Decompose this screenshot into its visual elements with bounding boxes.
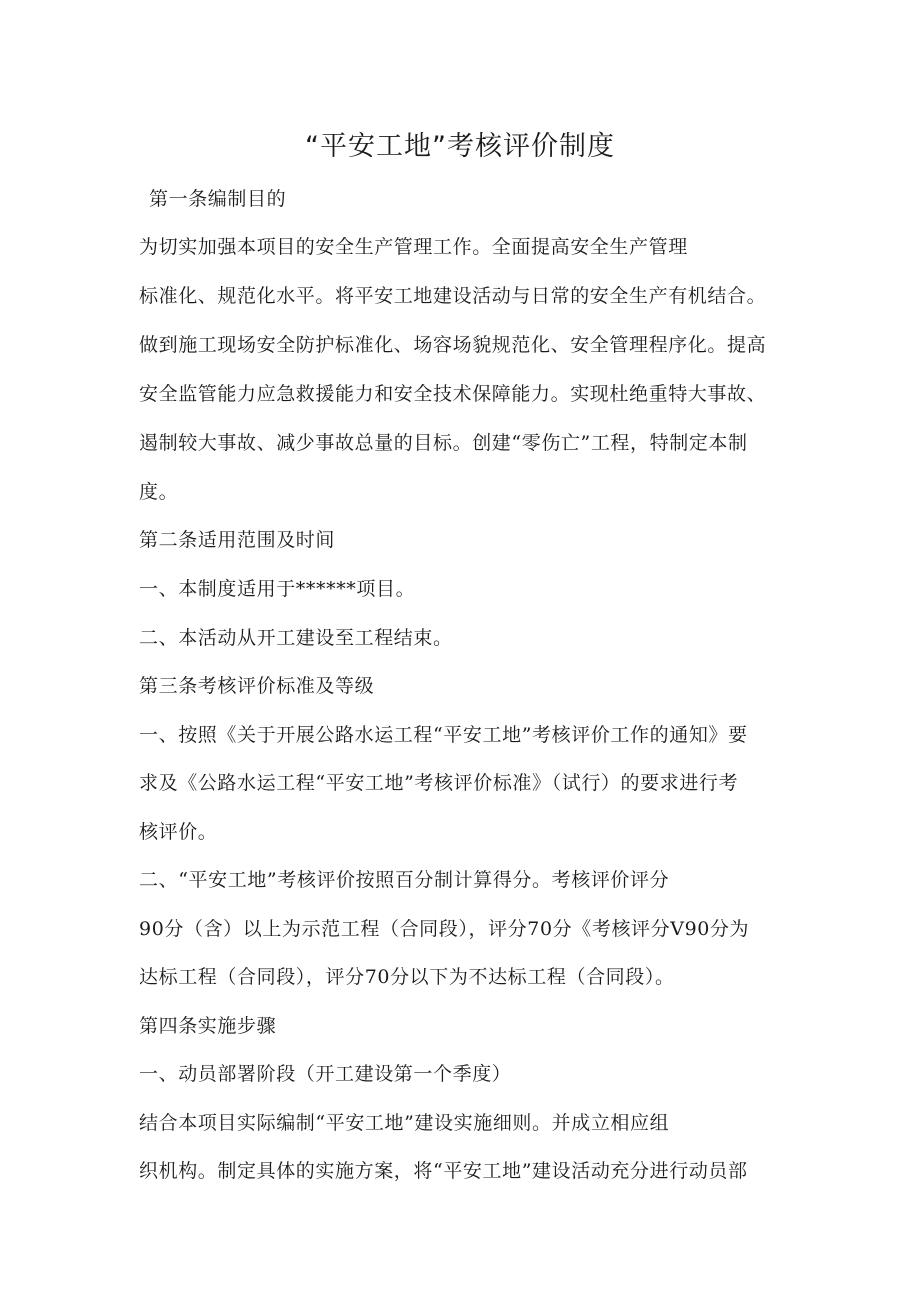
paragraph-line: 二、本活动从开工建设至工程结束。 <box>139 627 453 649</box>
paragraph-line: 标准化、规范化水平。将平安工地建设活动与日常的安全生产有机结合。 <box>139 285 767 307</box>
paragraph-line: 做到施工现场安全防护标准化、场容场貌规范化、安全管理程序化。提高 <box>139 334 767 356</box>
paragraph-line: 安全监管能力应急救援能力和安全技术保障能力。实现杜绝重特大事故、 <box>139 383 767 405</box>
paragraph-line: 核评价。 <box>139 821 218 843</box>
article-4-heading: 第四条实施步骤 <box>139 1015 277 1037</box>
paragraph-line: 求及《公路水运工程“平安工地”考核评价标准》（试行）的要求进行考 <box>139 772 739 794</box>
paragraph-line: 遏制较大事故、减少事故总量的目标。创建“零伤亡”工程，特制定本制 <box>139 432 748 454</box>
paragraph-line: 一、本制度适用于******项目。 <box>139 578 416 600</box>
paragraph-line: 一、按照《关于开展公路水运工程“平安工地”考核评价工作的通知》要 <box>139 724 748 746</box>
paragraph-line: 为切实加强本项目的安全生产管理工作。全面提高安全生产管理 <box>139 236 688 258</box>
paragraph-line: 90分（含）以上为示范工程（合同段），评分70分《考核评分V90分为 <box>139 918 750 940</box>
paragraph-line: 达标工程（合同段），评分70分以下为不达标工程（合同段）。 <box>139 966 675 988</box>
paragraph-line: 度。 <box>139 481 179 503</box>
article-2-heading: 第二条适用范围及时间 <box>139 529 336 551</box>
article-1-heading: 第一条编制目的 <box>149 188 287 210</box>
paragraph-line: 二、“平安工地”考核评价按照百分制计算得分。考核评价评分 <box>139 869 670 891</box>
paragraph-line: 织机构。制定具体的实施方案，将“平安工地”建设活动充分进行动员部 <box>139 1160 748 1182</box>
article-3-heading: 第三条考核评价标准及等级 <box>139 675 375 697</box>
paragraph-line: 一、动员部署阶段（开工建设第一个季度） <box>139 1063 512 1085</box>
paragraph-line: 结合本项目实际编制“平安工地”建设实施细则。并成立相应组 <box>139 1112 670 1134</box>
document-title: “平安工地”考核评价制度 <box>305 131 615 162</box>
